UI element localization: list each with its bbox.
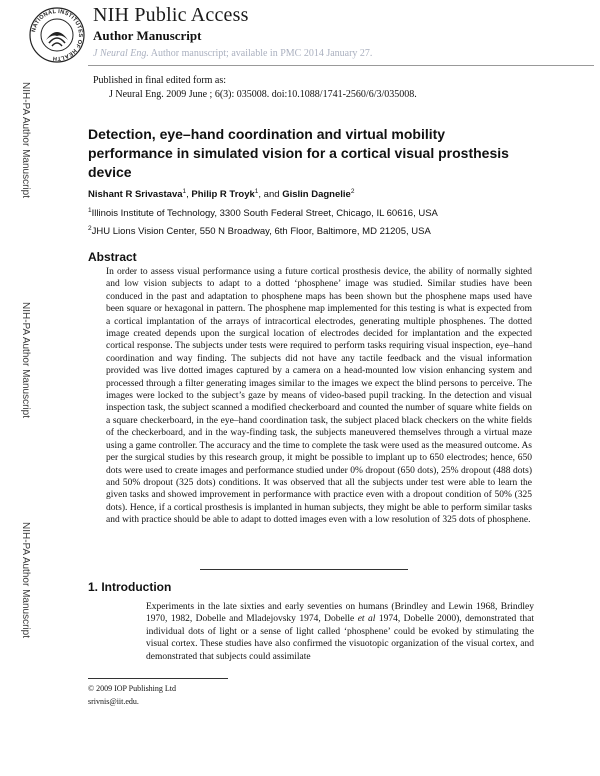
introduction-body: Experiments in the late sixties and early seventies on humans (Brindley and Lewin 1968, Brindley 1970, 1982, Dobelle and Mladejovsky 1974, Dobelle et al 1974, Dobelle 2000), demonstrated that individual dots of light or a sense of light called ‘phosphene’ could be evoked by stimulating the visual cortex. These studies have also confirmed the visuotopic organization of the visual cortex, and demonstrated that subjects could assimilate	[146, 602, 534, 662]
author-name: Nishant R Srivastava	[88, 189, 183, 200]
side-banner-bottom: NIH-PA Author Manuscript	[20, 522, 31, 638]
side-banner-top: NIH-PA Author Manuscript	[20, 82, 31, 198]
affiliation: $^1$Illinois Institute of Technology, 3300 South Federal Street, Chicago, IL 60616, USA	[88, 206, 438, 219]
abstract-divider	[200, 569, 408, 570]
introduction-heading: 1. Introduction	[88, 580, 172, 594]
author-manuscript-label: Author Manuscript	[93, 28, 202, 43]
abstract-body: In order to assess visual performance using a future cortical prosthesis device, the ability of normally sighted and low vision subjects to adapt to a dotted ‘phosphene’ image was studied. Similar studies have been conduced in the past and adaptation to phosphene maps has been shown but the phosphene maps used have been square or hexagonal in pattern. The phosphene map implemented for this testing is what is expected from a cortical implantation of the arrays of intracortical electrodes, generating multiple phosphenes. The dotted image created depends upon the surgical location of electrodes decided for implantation and the expected cortical response. The subjects under tests were required to perform tasks requiring visual inspection, eye–hand coordination and way finding. The subjects did not have any tactile feedback and the visual information provided was live dotted images captured by a camera on a head-mounted low vision enhancing system and processed through a filter generating images similar to the images we expect the blind persons to perceive. The images were locked to the subject’s gaze by means of video-based pupil tracking. In the detection and visual inspection task, the subject scanned a modified checkerboard and counted the number of square white fields on a square checkerboard, in the eye–hand coordination task, the subject placed black checkers on the white fields of the checkerboard, and in the way-finding task, the subjects maneuvered themselves through a virtual maze using a game controller. The accuracy and the time to complete the task were used as the measured outcome. As per the surgical studies by this research group, it might be possible to implant up to 650 electrodes; hence, 650 dots were used to create images and performance studied under 0% dropout (650 dots), 25% dropout (488 dots) and 50% dropout (325 dots) conditions. It was observed that all the subjects under test were able to learn the given tasks and showed improvement in performance with practice even with a dropout condition of 50% (325 dots). Hence, if a cortical prosthesis is implanted in human subjects, they might be able to perform similar tasks and with practice should be able to adapt to dotted images even with a low resolution of 325 dots of phosphene.	[106, 267, 532, 526]
logo-ring-text: NATIONAL INSTITUTES OF HEALTH	[31, 8, 84, 62]
published-label: Published in final edited form as:	[93, 75, 227, 86]
published-citation: J Neural Eng. 2009 June ; 6(3): 035008. doi:10.1088/1741-2560/6/3/035008.	[109, 89, 417, 100]
author-name: Philip R Troyk	[191, 189, 255, 200]
nih-public-access-title: NIH Public Access	[93, 4, 249, 26]
hhs-eagle-icon	[46, 32, 68, 46]
author-list: Nishant R Srivastava$^1$, Philip R Troyk$^1$, and Gislin Dagnelie$^2$	[88, 187, 355, 200]
affiliation: $^2$JHU Lions Vision Center, 550 N Broadway, 6th Floor, Baltimore, MD 21205, USA	[88, 224, 431, 237]
footnote-divider	[88, 678, 228, 679]
copyright-notice: © 2009 IOP Publishing Ltd	[88, 684, 177, 693]
pmc-availability: J Neural Eng. Author manuscript; available in PMC 2014 January 27.	[93, 48, 373, 59]
nih-logo	[28, 6, 86, 64]
abstract-heading: Abstract	[88, 250, 137, 264]
contact-email[interactable]: srivnis@iit.edu.	[88, 697, 139, 706]
header-divider	[88, 65, 594, 66]
author-name: Gislin Dagnelie	[282, 189, 351, 200]
paper-title: Detection, eye–hand coordination and virtual mobility performance in simulated vision for a cortical visual prosthesis device	[88, 126, 509, 180]
side-banner-middle: NIH-PA Author Manuscript	[20, 302, 31, 418]
